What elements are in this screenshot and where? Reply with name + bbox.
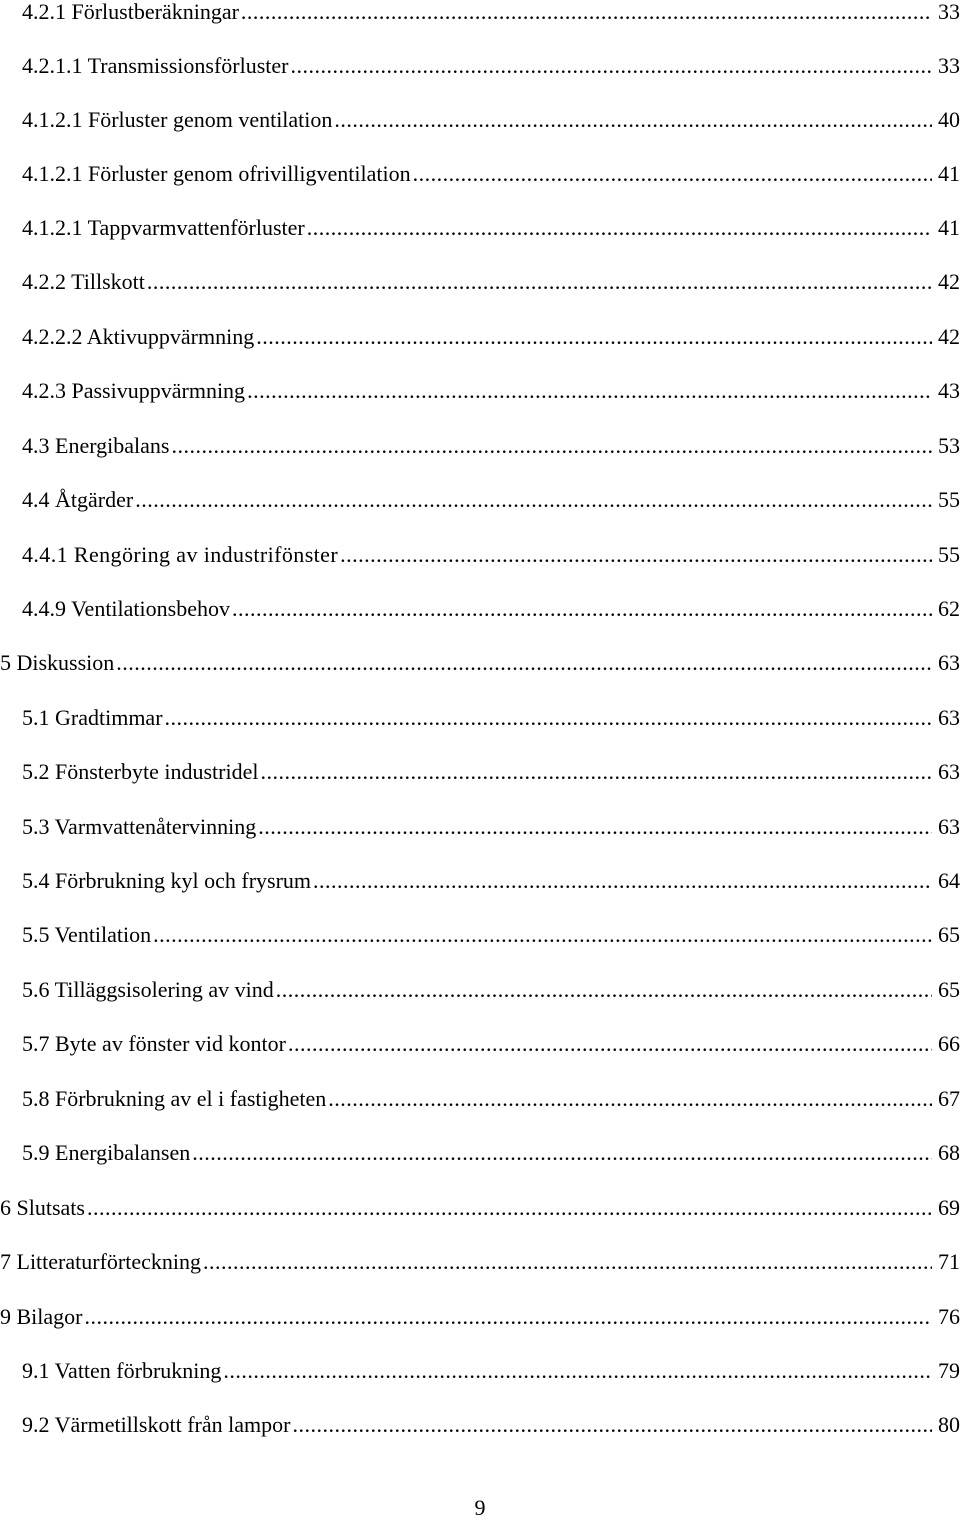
toc-entry-page: 71	[938, 1249, 960, 1274]
toc-entry[interactable]	[0, 1410, 960, 1440]
toc-entry-title: 5.4 Förbrukning kyl och frysrum	[22, 868, 312, 893]
toc-entry-page: 41	[938, 161, 960, 186]
toc-entry-page: 62	[938, 596, 960, 621]
toc-entry-page: 40	[938, 107, 960, 132]
toc-entry-page: 69	[938, 1195, 960, 1220]
toc-entry-page: 65	[938, 922, 960, 947]
toc-dot-leader	[290, 51, 932, 81]
toc-dot-leader	[260, 757, 932, 787]
toc-entry-page: 63	[938, 650, 960, 675]
toc-entry-page: 55	[938, 542, 960, 567]
toc-dot-leader	[247, 376, 932, 406]
toc-dot-leader	[153, 920, 932, 950]
toc-entry-page: 63	[938, 814, 960, 839]
toc-dot-leader	[85, 1302, 933, 1332]
toc-entry-title: 5.3 Varmvattenåtervinning	[22, 814, 257, 839]
toc-entry[interactable]	[0, 0, 960, 27]
toc-dot-leader	[288, 1029, 932, 1059]
toc-entry-title: 6 Slutsats	[0, 1195, 85, 1220]
toc-entry-title: 4.4 Åtgärder	[22, 487, 134, 512]
toc-entry[interactable]	[0, 51, 960, 81]
toc-entry-title: 5.2 Fönsterbyte industridel	[22, 759, 259, 784]
toc-entry[interactable]	[0, 213, 960, 243]
toc-entry[interactable]	[0, 1247, 960, 1277]
toc-dot-leader	[340, 540, 932, 570]
toc-entry-page: 53	[938, 433, 960, 458]
toc-entry-title: 5.8 Förbrukning av el i fastigheten	[22, 1086, 327, 1111]
toc-entry-page: 65	[938, 977, 960, 1002]
toc-entry-title: 9.1 Vatten förbrukning	[22, 1358, 222, 1383]
toc-entry-page: 63	[938, 759, 960, 784]
toc-dot-leader	[276, 975, 932, 1005]
toc-entry-title: 4.1.2.1 Förluster genom ventilation	[22, 107, 333, 132]
toc-entry[interactable]	[0, 540, 960, 570]
toc-entry[interactable]	[0, 920, 960, 950]
toc-entry-title: 5.1 Gradtimmar	[22, 705, 163, 730]
toc-entry[interactable]	[0, 267, 960, 297]
toc-dot-leader	[165, 703, 932, 733]
toc-entry[interactable]	[0, 1138, 960, 1168]
toc-dot-leader	[223, 1356, 932, 1386]
page-number: 9	[474, 1495, 486, 1520]
toc-entry-title: 5 Diskussion	[0, 650, 115, 675]
toc-entry-page: 63	[938, 705, 960, 730]
toc-entry[interactable]	[0, 159, 960, 189]
toc-entry[interactable]	[0, 866, 960, 896]
toc-entry-title: 5.9 Energibalansen	[22, 1140, 191, 1165]
toc-entry-title: 5.7 Byte av fönster vid kontor	[22, 1031, 286, 1056]
toc-entry[interactable]	[0, 648, 960, 678]
toc-entry-page: 79	[938, 1358, 960, 1383]
toc-entry-page: 64	[938, 868, 960, 893]
toc-entry[interactable]	[0, 975, 960, 1005]
toc-entry-page: 33	[938, 0, 960, 24]
toc-entry-page: 42	[938, 269, 960, 294]
toc-entry-page: 67	[938, 1086, 960, 1111]
toc-dot-leader	[203, 1247, 932, 1277]
toc-entry-title: 4.1.2.1 Tappvarmvattenförluster	[22, 215, 305, 240]
toc-dot-leader	[192, 1138, 932, 1168]
toc-entry[interactable]	[0, 1302, 960, 1332]
toc-entry-page: 55	[938, 487, 960, 512]
toc-dot-leader	[87, 1193, 932, 1223]
toc-dot-leader	[292, 1410, 932, 1440]
toc-dot-leader	[307, 213, 932, 243]
toc-dot-leader	[241, 0, 932, 27]
toc-entry[interactable]	[0, 1356, 960, 1386]
toc-entry-title: 4.2.2 Tillskott	[22, 269, 145, 294]
toc-entry-page: 42	[938, 324, 960, 349]
toc-entry-page: 68	[938, 1140, 960, 1165]
toc-entry-title: 4.4.9 Ventilationsbehov	[22, 596, 230, 621]
toc-entry[interactable]	[0, 105, 960, 135]
toc-dot-leader	[135, 485, 932, 515]
toc-dot-leader	[147, 267, 932, 297]
toc-entry-title: 4.2.3 Passivuppvärmning	[22, 378, 246, 403]
toc-entry[interactable]	[0, 376, 960, 406]
toc-dot-leader	[256, 322, 932, 352]
toc-entry-title: 7 Litteraturförteckning	[0, 1249, 201, 1274]
toc-entry[interactable]	[0, 703, 960, 733]
toc-dot-leader	[116, 648, 932, 678]
toc-dot-leader	[232, 594, 932, 624]
toc-entry-title: 4.1.2.1 Förluster genom ofrivilligventilation	[22, 161, 411, 186]
toc-entry-title: 4.2.1.1 Transmissionsförluster	[22, 53, 289, 78]
toc-entry[interactable]	[0, 431, 960, 461]
toc-dot-leader	[171, 431, 932, 461]
toc-entry-title: 5.6 Tilläggsisolering av vind	[22, 977, 274, 1002]
toc-entry-title: 9 Bilagor	[0, 1304, 83, 1329]
toc-entry-title: 5.5 Ventilation	[22, 922, 152, 947]
toc-dot-leader	[313, 866, 932, 896]
toc-entry-page: 41	[938, 215, 960, 240]
toc-entry-title: 4.3 Energibalans	[22, 433, 170, 458]
toc-entry[interactable]	[0, 1084, 960, 1114]
toc-entry-title: 4.2.1 Förlustberäkningar	[22, 0, 239, 24]
toc-entry-page: 80	[938, 1412, 960, 1437]
toc-entry-page: 33	[938, 53, 960, 78]
toc-entry[interactable]	[0, 485, 960, 515]
toc-entry-title: 4.4.1 Rengöring av industrifönster	[22, 542, 339, 567]
toc-entry[interactable]	[0, 322, 960, 352]
toc-entry-page: 66	[938, 1031, 960, 1056]
toc-dot-leader	[328, 1084, 932, 1114]
toc-entry[interactable]	[0, 1029, 960, 1059]
toc-entry-page: 76	[938, 1304, 960, 1329]
toc-entry[interactable]	[0, 812, 960, 842]
toc-entry-title: 4.2.2.2 Aktivuppvärmning	[22, 324, 255, 349]
toc-entry[interactable]	[0, 757, 960, 787]
toc-dot-leader	[258, 812, 932, 842]
toc-dot-leader	[334, 105, 932, 135]
toc-entry[interactable]	[0, 594, 960, 624]
toc-entry-page: 43	[938, 378, 960, 403]
toc-entry-title: 9.2 Värmetillskott från lampor	[22, 1412, 291, 1437]
toc-entry[interactable]	[0, 1193, 960, 1223]
toc-dot-leader	[413, 159, 932, 189]
